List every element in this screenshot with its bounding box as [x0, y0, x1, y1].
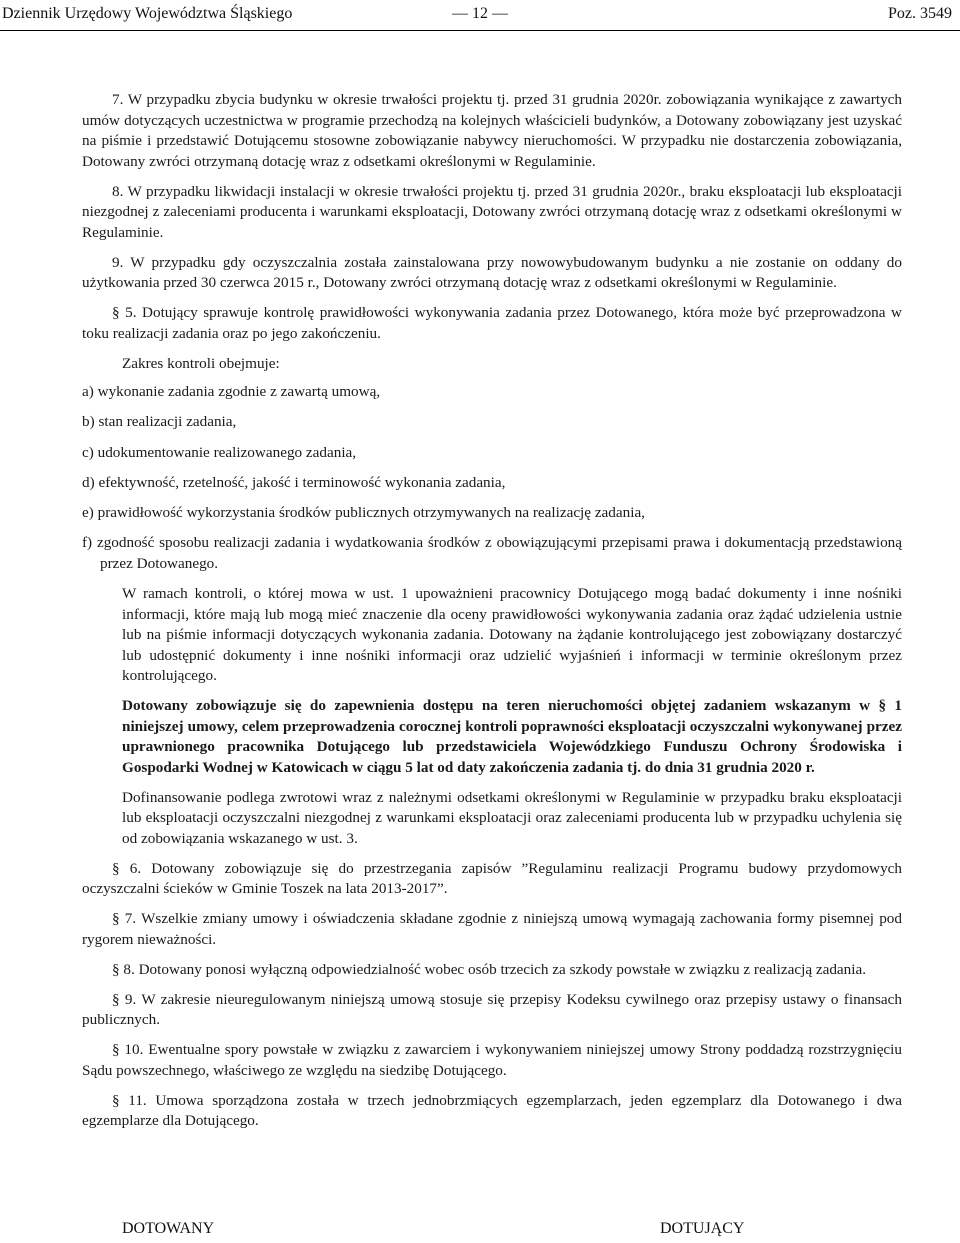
- list-item: d) efektywność, rzetelność, jakość i terminowość wykonania zadania,: [82, 473, 506, 491]
- control-scope-intro: Zakres kontroli obejmuje:: [122, 354, 280, 372]
- section-9: § 9. W zakresie nieuregulowanym niniejszą umową stosuje się przepisy Kodeksu cywilnego oraz przepisy ustawy o finansach publicznych.: [82, 990, 902, 1029]
- page-number: — 12 —: [452, 5, 508, 22]
- section-6: § 6. Dotowany zobowiązuje się do przestrzegania zapisów ”Regulaminu realizacji Programu budowy przydomowych oczyszczalni ścieków w Gminie Toszek na lata 2013-2017”.: [82, 859, 902, 898]
- signature-dotujacy: DOTUJĄCY: [660, 1220, 745, 1237]
- position-number: Poz. 3549: [888, 5, 952, 22]
- control-scope-list: [82, 382, 902, 574]
- list-item: b) stan realizacji zadania,: [82, 413, 237, 431]
- list-item: a) wykonanie zadania zgodnie z zawartą umową,: [82, 383, 381, 400]
- control-paragraph: W ramach kontroli, o której mowa w ust. 1 upoważnieni pracownicy Dotującego mogą badać dokumenty i inne nośniki informacji, które mają lub mogą mieć znaczenie dla oceny prawidłowości wykonywania zadania oraz żądać udzielenia ustnie lub na piśmie informacji dotyczących wykonania zadania. Dotowany na żądanie kontrolującego jest zobowiązany dostarczyć lub udostępnić dokumenty i inne nośniki informacji oraz udzielić wyjaśnień i informacji w terminie określonym przez kontrolującego.: [122, 585, 902, 685]
- document-body: [82, 90, 902, 1141]
- section-10: § 10. Ewentualne spory powstałe w związku z zawarciem i wykonywaniem niniejszej umowy Strony poddadzą rozstrzygnięciu Sądu powszechnego, właściwego ze względu na siedzibę Dotującego.: [82, 1041, 902, 1079]
- paragraph-8: 8. W przypadku likwidacji instalacji w okresie trwałości projektu tj. przed 31 grudnia 2020r., braku eksploatacji lub eksploatacji niezgodnej z zaleceniami producenta i warunkami eksploatacji, Dotowany zwróci otrzymaną dotację wraz z odsetkami określonymi w Regulaminie.: [82, 182, 902, 241]
- journal-title: Dziennik Urzędowy Województwa Śląskiego: [2, 5, 293, 22]
- signature-dotowany: DOTOWANY: [122, 1220, 215, 1237]
- section-5: § 5. Dotujący sprawuje kontrolę prawidłowości wykonywania zadania przez Dotowanego, która może być przeprowadzona w toku realizacji zadania oraz po jego zakończeniu.: [82, 304, 902, 342]
- page-header: [0, 0, 960, 31]
- refund-paragraph: Dofinansowanie podlega zwrotowi wraz z należnymi odsetkami określonymi w Regulaminie w przypadku braku eksploatacji lub eksploatacji oczyszczalni niezgodnej z warunkami eksploatacji oraz zaleceniami producenta lub w przypadku uchylenia się od zobowiązania wskazanego w ust. 3.: [122, 788, 902, 847]
- paragraph-7: 7. W przypadku zbycia budynku w okresie trwałości projektu tj. przed 31 grudnia 2020r. zobowiązania wynikające z zawartych umów dotyczących uczestnictwa w programie przechodzą na kolejnych właścicieli budynków, a Dotowany zobowiązany jest uzyskać na piśmie i przedstawić Dotującemu stosowne zobowiązanie nabywcy nieruchomości. W przypadku nie dostarczenia zobowiązania, Dotowany zwróci otrzymaną dotację wraz z odsetkami określonymi w Regulaminie.: [82, 91, 902, 170]
- paragraph-9: 9. W przypadku gdy oczyszczalnia została zainstalowana przy nowowybudowanym budynku a nie zostanie on oddany do użytkowania przed 30 czerwca 2015 r., Dotowany zwróci otrzymaną dotację wraz z odsetkami określonymi w Regulaminie.: [82, 253, 902, 291]
- list-item: e) prawidłowość wykorzystania środków publicznych otrzymywanych na realizację zadania,: [82, 504, 645, 522]
- section-11: § 11. Umowa sporządzona została w trzech jednobrzmiących egzemplarzach, jeden egzemplarz dla Dotowanego i dwa egzemplarze dla Dotującego.: [82, 1091, 902, 1130]
- access-obligation-paragraph: Dotowany zobowiązuje się do zapewnienia dostępu na teren nieruchomości objętej zadaniem wskazanym w § 1 niniejszej umowy, celem przeprowadzenia corocznej kontroli poprawności eksploatacji oczyszczalni wykonywanej przez uprawnionego pracownika Dotującego lub przedstawiciela Wojewódzkiego Funduszu Ochrony Środowiska i Gospodarki Wodnej w Katowicach w ciągu 5 lat od daty zakończenia zadania tj. do dnia 31 grudnia 2020 r.: [122, 697, 902, 776]
- signature-block: [122, 1220, 762, 1242]
- list-item: c) udokumentowanie realizowanego zadania,: [82, 443, 357, 461]
- section-8: § 8. Dotowany ponosi wyłączną odpowiedzialność wobec osób trzecich za szkody powstałe w związku z realizacją zadania.: [112, 960, 867, 978]
- section-7: § 7. Wszelkie zmiany umowy i oświadczenia składane zgodnie z niniejszą umową wymagają zachowania formy pisemnej pod rygorem nieważności.: [82, 910, 902, 948]
- list-item: f) zgodność sposobu realizacji zadania i wydatkowania środków z obowiązującymi przepisami prawa i dokumentacją przedstawioną przez Dotowanego.: [82, 534, 902, 572]
